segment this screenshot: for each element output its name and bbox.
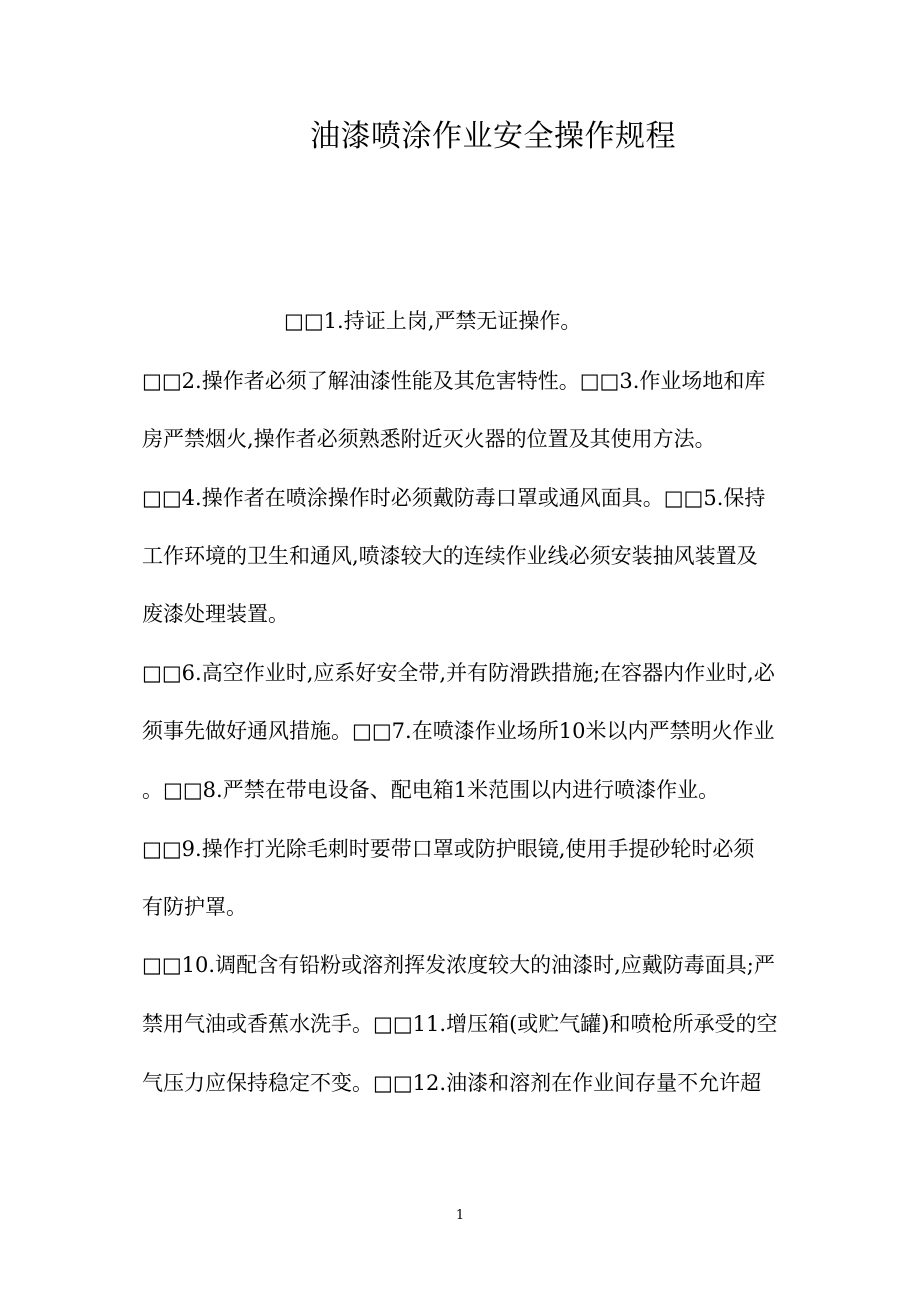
paragraph-line-10: □□9.操作打光除毛刺时要带口罩或防护眼镜,使用手提砂轮时必须	[142, 837, 755, 861]
paragraph-line-1: □□1.持证上岗,严禁无证操作。	[284, 309, 582, 333]
paragraph-line-11: 有防护罩。	[142, 895, 247, 919]
paragraph-line-14: 气压力应保持稳定不变。□□12.油漆和溶剂在作业间存量不允许超	[142, 1071, 762, 1095]
paragraph-line-2: □□2.操作者必须了解油漆性能及其危害特性。□□3.作业场地和库	[142, 369, 766, 393]
paragraph-line-3: 房严禁烟火,操作者必须熟悉附近灭火器的位置及其使用方法。	[142, 427, 716, 451]
paragraph-line-5: 工作环境的卫生和通风,喷漆较大的连续作业线必须安装抽风装置及	[142, 544, 758, 568]
paragraph-line-6: 废漆处理装置。	[142, 602, 289, 626]
paragraph-line-4: □□4.操作者在喷涂操作时必须戴防毒口罩或通风面具。□□5.保持	[142, 486, 766, 510]
paragraph-line-13: 禁用气油或香蕉水洗手。□□11.增压箱(或贮气罐)和喷枪所承受的空	[142, 1012, 778, 1036]
paragraph-line-8: 须事先做好通风措施。□□7.在喷漆作业场所10米以内严禁明火作业	[142, 719, 775, 743]
document-title: 油漆喷涂作业安全操作规程	[310, 119, 676, 154]
paragraph-line-12: □□10.调配含有铅粉或溶剂挥发浓度较大的油漆时,应戴防毒面具;严	[142, 953, 775, 977]
paragraph-line-9: 。□□8.严禁在带电设备、配电箱1米范围以内进行喷漆作业。	[142, 778, 720, 802]
paragraph-line-7: □□6.高空作业时,应系好安全带,并有防滑跌措施;在容器内作业时,必	[142, 661, 775, 685]
page-number: 1	[455, 1208, 465, 1223]
